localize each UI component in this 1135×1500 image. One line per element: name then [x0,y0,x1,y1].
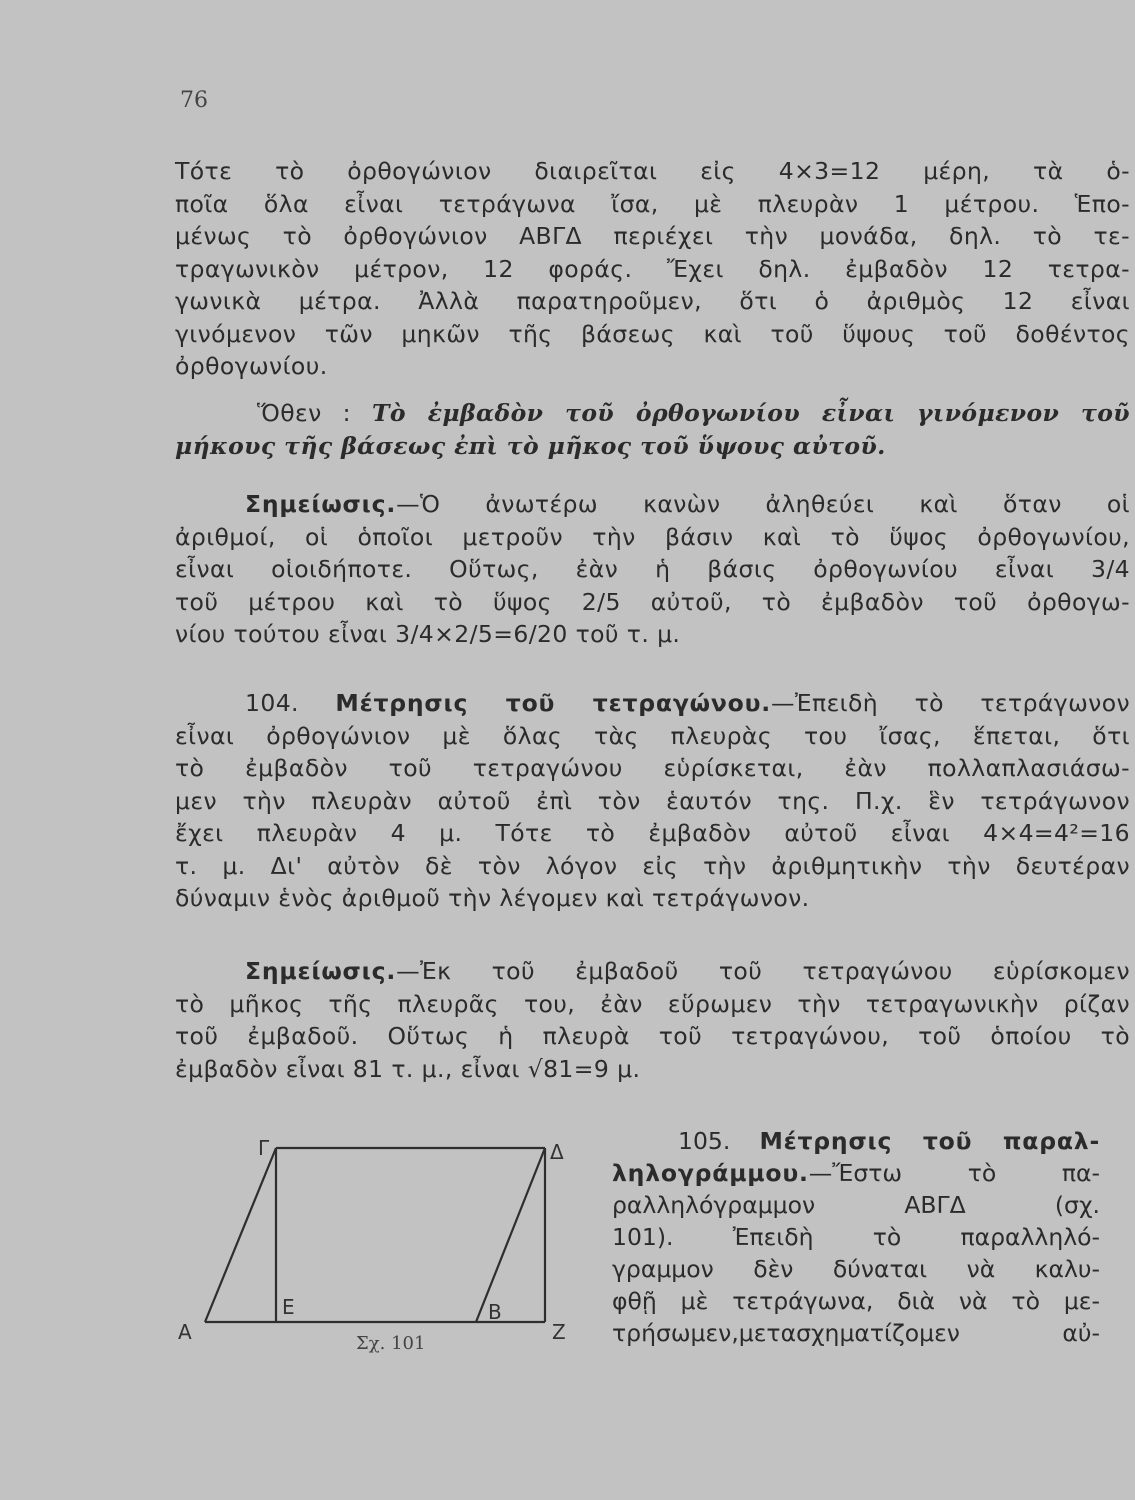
text-line: μεν τὴν πλευρὰν αὐτοῦ ἐπὶ τὸν ἑαυτόν της. Π.χ. ἓν τετράγωνον [175,786,1130,815]
section-heading: Μέτρησις τοῦ παραλ- [759,1127,1101,1155]
text-line: ποῖα ὅλα εἶναι τετράγωνα ἴσα, μὲ πλευρὰν 1 μέτρου. Ἑπο- [175,189,1130,218]
text-line: τοῦ ἐμβαδοῦ. Οὕτως ἡ πλευρὰ τοῦ τετραγώνου, τοῦ ὁποίου τὸ [175,1022,1130,1050]
note-text: —Ὁ ἀνωτέρω κανὼν ἀληθεύει καὶ ὅταν οἱ [396,490,1130,518]
text-line: τρήσωμεν,μετασχηματίζομεν αὐ- [612,1319,1100,1347]
text-line: ἀριθμοί, οἱ ὁποῖοι μετροῦν τὴν βάσιν καὶ τὸ ὕψος ὀρθογωνίου, [175,522,1130,551]
label-g: Γ [258,1136,270,1160]
section-line [175,687,1130,720]
section-104 [175,687,1130,915]
section-105 [612,1125,1100,1349]
section-number: 104. [245,689,336,717]
text-line: τ. μ. Δι' αὐτὸν δὲ τὸν λόγον εἰς τὴν ἀριθμητικὴν τὴν δευτέραν [175,851,1130,880]
paragraph-rectangle-area [175,155,1130,383]
text-line: 101). Ἐπειδὴ τὸ παραλληλό- [612,1223,1100,1251]
text-line: δύναμιν ἑνὸς ἀριθμοῦ τὴν λέγομεν καὶ τετράγωνον. [175,884,810,912]
paragraph-note-1 [175,488,1130,651]
section-number: 105. [678,1127,760,1155]
text-line: ἐμβαδὸν εἶναι 81 τ. μ., εἶναι √81=9 μ. [175,1054,641,1083]
text-line: τοῦ μέτρου καὶ τὸ ὕψος 2/5 αὐτοῦ, τὸ ἐμβαδὸν τοῦ ὀρθογω- [175,587,1130,616]
note-heading: Σημείωσις. [245,957,397,985]
text-line: τραγωνικὸν μέτρον, 12 φοράς. Ἔχει δηλ. ἐμβαδὸν 12 τετρα- [175,254,1130,283]
text-line: γραμμον δὲν δύναται νὰ καλυ- [612,1255,1100,1283]
side-line [205,1148,276,1322]
paragraph-note-2 [175,955,1130,1085]
text-line: τὸ ἐμβαδὸν τοῦ τετραγώνου εὑρίσκεται, ἐὰν πολλαπλασιάσω- [175,754,1130,782]
note-line [175,955,1130,988]
section-line [612,1157,1100,1189]
section-heading: ληλογράμμου. [612,1159,809,1187]
text-line: εἶναι ὀρθογώνιον μὲ ὅλας τὰς πλευρὰς του ἴσας, ἕπεται, ὅτι [175,721,1130,750]
label-b: Β [488,1300,502,1324]
side-line [476,1148,545,1322]
text-line: ὀρθογωνίου. [175,352,328,380]
label-z: Ζ [552,1320,566,1344]
section-line [612,1125,1100,1157]
page-number: 76 [180,88,208,113]
text-line: νίου τούτου εἶναι 3/4×2/5=6/20 τοῦ τ. μ. [175,620,681,648]
text-line: φθῇ μὲ τετράγωνα, διὰ νὰ τὸ με- [612,1287,1100,1315]
rule-line [175,397,1130,430]
text-line: γινόμενον τῶν μηκῶν τῆς βάσεως καὶ τοῦ ὕψους τοῦ δοθέντος [175,319,1130,348]
paragraph-rule [175,397,1130,462]
text-line: Τότε τὸ ὀρθογώνιον διαιρεῖται εἰς 4×3=12 μέρη, τὰ ὁ- [175,157,1130,185]
text-line: τὸ μῆκος τῆς πλευρᾶς του, ἐὰν εὕρωμεν τὴν τετραγωνικὴν ρίζαν [175,989,1130,1018]
text-line: μένως τὸ ὀρθογώνιον ΑΒΓΔ περιέχει τὴν μονάδα, δηλ. τὸ τε- [175,222,1130,250]
note-heading: Σημείωσις. [245,490,397,518]
section-text: —Ἔστω τὸ πα- [808,1159,1100,1187]
text-line: ραλληλόγραμμον ΑΒΓΔ (σχ. [612,1191,1100,1219]
note-line [175,488,1130,521]
text-line: εἶναι οἱοιδήποτε. Οὕτως, ἐὰν ἡ βάσις ὀρθογωνίου εἶναι 3/4 [175,555,1130,583]
label-d: Δ [550,1140,564,1164]
text-line: ἔχει πλευρὰν 4 μ. Τότε τὸ ἐμβαδὸν αὐτοῦ εἶναι 4×4=4²=16 [175,819,1130,847]
rule-text: Τὸ ἐμβαδὸν τοῦ ὀρθογωνίου εἶναι γινόμενον τοῦ [372,399,1131,427]
rule-text: μήκους τῆς βάσεως ἐπὶ τὸ μῆκος τοῦ ὕψους αὐτοῦ. [175,431,886,460]
section-heading: Μέτρησις τοῦ τετραγώνου. [335,689,772,717]
figure-caption: Σχ. 101 [356,1333,426,1354]
label-a: Α [178,1320,192,1344]
label-e: Ε [282,1295,295,1319]
rule-prefix: Ὅθεν : [257,399,373,427]
text-line: γωνικὰ μέτρα. Ἀλλὰ παρατηροῦμεν, ὅτι ὁ ἀριθμὸς 12 εἶναι [175,287,1130,315]
note-text: —Ἐκ τοῦ ἐμβαδοῦ τοῦ τετραγώνου εὑρίσκομεν [396,957,1130,985]
section-text: —Ἐπειδὴ τὸ τετράγωνον [771,689,1130,717]
